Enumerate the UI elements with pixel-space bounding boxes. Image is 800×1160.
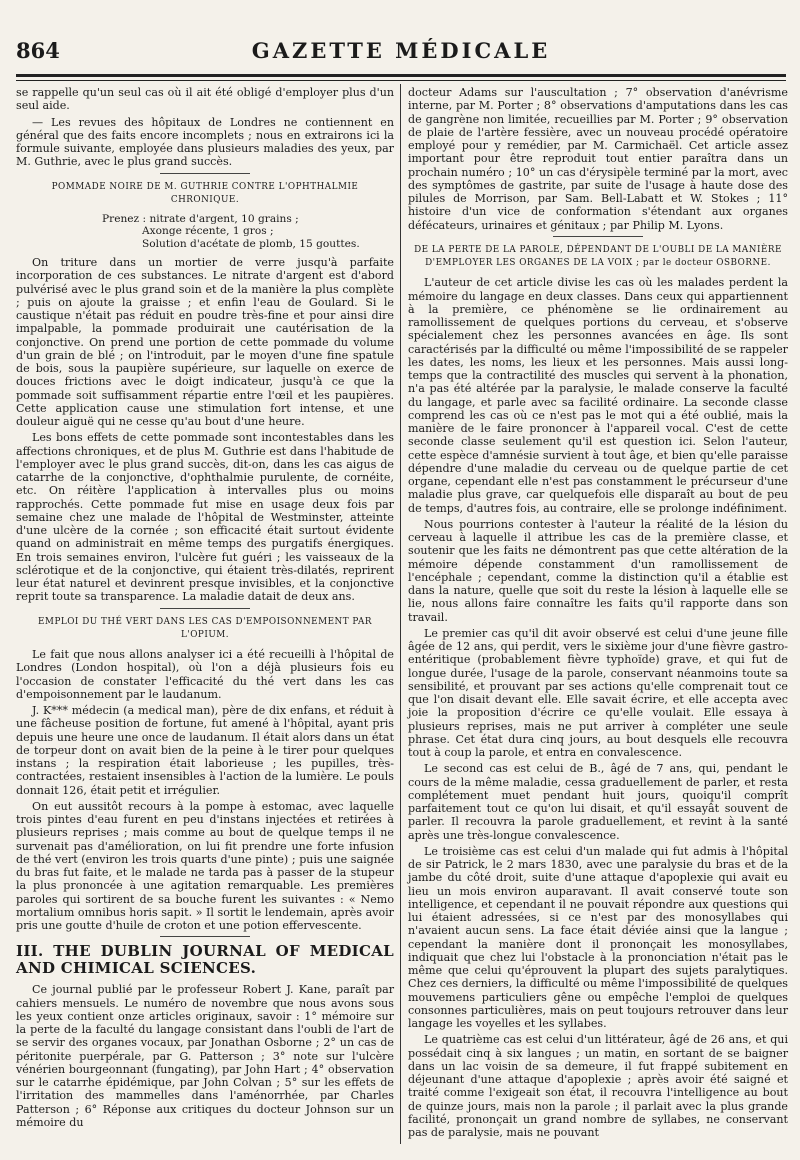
page-number: 864 [16,38,60,63]
paragraph: Le troisième cas est celui d'un malade qui fut admis à l'hôpital de sir Patrick, le 2 mars 1830, avec une paralysie du bras et de la jambe du côté droit, suite d'une attaque d'apoplexie qui avait eu lieu un mois environ auparavant. Il avait conservé toute son intelligence, et cependant il ne pouvait répondre aux questions qui lui étaient adressées, si ce n'est par des monosyllabes qui n'avaient aucun sens. La face était déviée ainsi que la langue ; cependant la manière dont il prononçait les monosyllabes, indiquait que chez lui l'obstacle à la prononciation n'était pas le même que celui qu'éprouvent la plupart des sujets paralytiques. Chez ces derniers, la difficulté ou même l'impossibilité de quelques mouvemens particuliers gêne ou empêche l'emploi de quelques consonnes particulières, mais on peut toujours retrouver dans leur langage les voyelles et les syllabes. [408,844,788,1030]
section-heading: POMMADE NOIRE DE M. GUTHRIE CONTRE L'OPHTHALMIE CHRONIQUE. [51,181,359,205]
prescription-line: Axonge récente, 1 gros ; [142,225,274,238]
paragraph: Le premier cas qu'il dit avoir observé est celui d'une jeune fille âgée de 12 ans, qui perdit, vers le sixième jour d'une fièvre gastro-entéritique (probablement fièvre typhoïde) grave, et qui fut de longue durée, l'usage de la parole, conservant néanmoins toute sa sensibilité, et prouvant par ses actions qu'elle comprenait tout ce que l'on disait devant elle. Elle savait écrire, et elle accepta avec joie la proposition d'écrire ce qu'elle voulait. Elle essaya à plusieurs reprises, mais ne put arriver à compléter une seule phrase. Cet état dura cinq jours, au bout desquels elle recouvra tout à coup la parole, et entra en convalescence. [408,626,788,759]
section-heading: EMPLOI DU THÉ VERT DANS LES CAS D'EMPOISONNEMENT PAR L'OPIUM. [38,616,372,640]
separator [160,173,250,174]
paragraph: se rappelle qu'un seul cas où il ait été obligé d'employer plus d'un seul aide. [16,86,394,113]
prescription-line: Prenez : nitrate d'argent, 10 grains ; [102,213,299,225]
paragraph: — Les revues des hôpitaux de Londres ne contiennent en général que des faits encore incomplets ; nous en extrairons ici la formule suivante, employée dans plusieurs maladies des yeux, par M. Guthrie, avec le plus grand succès. [16,115,394,169]
journal-section-heading: III. THE DUBLIN JOURNAL OF MEDICAL AND CHIMICAL SCIENCES. [16,942,394,978]
separator [160,936,250,937]
header-rule-thin [16,80,786,81]
paragraph: On triture dans un mortier de verre jusqu'à parfaite incorporation de ces substances. Le nitrate d'argent est d'abord pulvérisé avec le plus grand soin et de la manière la plus complète ; puis on ajoute la graisse ; et enfin l'eau de Goulard. Si le caustique n'était pas réduit en poudre très-fine et pour ainsi dire impalpable, la pommade produirait une cautérisation de la conjonctive. On prend une portion de cette pommade du volume d'un grain de blé ; on l'introduit, par le moyen d'une fine spatule de bois, sous la paupière supérieure, sur laquelle on exerce de douces frictions avec le doigt indicateur, jusqu'à ce que la pommade soit suffisamment répartie entre l'œil et les paupières. Cette application cause une stimulation fort intense, et une douleur aiguë qui ne cesse qu'au bout d'une heure. [16,256,394,429]
paragraph: L'auteur de cet article divise les cas où les malades perdent la mémoire du langage en deux classes. Dans ceux qui appartiennent à la première, ce phénomène se lie ordinairement au ramollissement de quelques portions du cerveau, et s'observe spécialement chez les personnes avancées en âge. Ils sont caractérisés par la difficulté ou même l'impossibilité de se rappeler les dates, les noms, les lieux et les personnes. Mais aussi long-temps que la contractilité des muscles qui servent à la phonation, n'a pas été altérée par la paralysie, le malade conserve la faculté du langage, et parle avec sa facilité ordinaire. La seconde classe comprend les cas où ce n'est pas le mot qui a été oublié, mais la manière de le faire prononcer à l'appareil vocal. C'est de cette seconde classe seulement qu'il est question ici. Selon l'auteur, cette espèce d'amnésie survient à tout âge, et bien qu'elle paraisse dépendre d'une maladie du cerveau ou de quelque partie de cet organe, cependant elle n'est pas constamment le précurseur d'une maladie plus grave, car quelquefois elle disparaît au bout de peu de temps, d'autres fois, au contraire, elle se prolonge indéfiniment. [408,276,788,515]
section-heading: DE LA PERTE DE LA PAROLE, DÉPENDANT DE L'OUBLI DE LA MANIÈRE D'EMPLOYER LES ORGANES DE LA VOIX ; par le docteur OSBORNE. [414,244,782,268]
paragraph: Ce journal publié par le professeur Robert J. Kane, paraît par cahiers mensuels. Le numéro de novembre que nous avons sous les yeux contient onze articles originaux, savoir : 1° mémoire sur la perte de la faculté du langage consistant dans l'oubli de l'art de se servir des organes vocaux, par Jonathan Osborne ; 2° un cas de péritonite puerpérale, par G. Patterson ; 3° note sur l'ulcère vénérien bourgeonnant (fungating), par John Hart ; 4° observation sur le catarrhe épidémique, par John Colvan ; 5° sur les effets de l'irritation des mammelles dans l'aménorrhée, par Charles Patterson ; 6° Réponse aux critiques du docteur Johnson sur un mémoire du [16,983,394,1129]
separator [160,608,250,609]
paragraph: J. K*** médecin (a medical man), père de dix enfans, et réduit à une fâcheuse position de fortune, fut amené à l'hôpital, ayant pris depuis une heure une once de laudanum. Il était alors dans un état de torpeur dont on avait bien de la peine à le tirer pour quelques instans ; la respiration était laborieuse ; les pupilles, très-contractées, restaient insensibles à l'action de la lumière. Le pouls donnait 126, était petit et irrégulier. [16,704,394,797]
paragraph: docteur Adams sur l'auscultation ; 7° observation d'anévrisme interne, par M. Porter ; 8° observations d'amputations dans les cas de gangrène non limitée, recueillies par M. Porter ; 9° observation de plaie de l'artère fessière, avec un nouveau procédé opératoire employé pour y remédier, par M. Carmichaël. Cet article assez important pour être reproduit tout entier paraîtra dans un prochain numéro ; 10° un cas d'érysipèle terminé par la mort, avec des symptômes de gastrite, par suite de l'usage à haute dose des pilules de Morrison, par Sam. Bell-Labatt et W. Stokes ; 11° histoire d'un vice de conformation s'étendant aux organes défécateurs, urinaires et génitaux ; par Philip M. Lyons. [408,86,788,232]
prescription [102,213,394,250]
paragraph: Le second cas est celui de B., âgé de 7 ans, qui, pendant le cours de la même maladie, cessa graduellement de parler, et resta complétement muet pendant huit jours, quoiqu'il comprît parfaitement tout ce qu'on lui disait, et qu'il essayât souvent de parler. Il recouvra la parole graduellement, et revint à la santé après une très-longue convalescence. [408,762,788,842]
paragraph: Le fait que nous allons analyser ici a été recueilli à l'hôpital de Londres (London hospital), où l'on a déjà plusieurs fois eu l'occasion de constater l'efficacité du thé vert dans les cas d'empoisonnement par le laudanum. [16,648,394,701]
paragraph: Nous pourrions contester à l'auteur la réalité de la lésion du cerveau à laquelle il attribue les cas de la première classe, et soutenir que les faits ne démontrent pas que cette altération de la mémoire dépende constamment d'un ramollissement de l'encéphale ; cependant, comme la distinction qu'il a établie est dans la nature, quelle que soit du reste la lésion à laquelle elle se lie, nous allons faire connaître les faits qu'il rapporte dans son travail. [408,517,788,624]
header-rule-thick [16,74,786,77]
right-column [408,86,788,1142]
paragraph: On eut aussitôt recours à la pompe à estomac, avec laquelle trois pintes d'eau furent en peu d'instans injectées et retirées à plusieurs reprises ; mais comme au bout de quelque temps il ne survenait pas d'amélioration, on lui fit prendre une forte infusion de thé vert (environ les trois quarts d'une pinte) ; puis une saignée du bras fut faite, et le malade ne tarda pas à passer de la stupeur la plus prononcée à une agitation remarquable. Les premières paroles qui sortirent de sa bouche furent les suivantes : « Nemo mortalium omnibus horis sapit. » Il sortit le lendemain, après avoir pris une goutte d'huile de croton et une potion effervescente. [16,799,394,933]
paragraph: Les bons effets de cette pommade sont incontestables dans les affections chroniques, et de plus M. Guthrie est dans l'habitude de l'employer avec le plus grand succès, dit-on, dans les cas aigus de catarrhe de la conjonctive, d'ophthalmie purulente, de cornéite, etc. On réitère l'application à intervalles plus ou moins rapprochés. Cette pommade fut mise en usage deux fois par semaine chez une malade de l'hôpital de Westminster, atteinte d'une ulcère de la cornée ; son efficacité était surtout évidente quand on administrait en même temps des purgatifs énergiques. En trois semaines environ, l'ulcère fut guéri ; les vaisseaux de la sclérotique et de la conjonctive, qui étaient très-dilatés, reprirent leur état naturel et devinrent presque invisibles, et la conjonctive reprit toute sa transparence. La maladie datait de deux ans. [16,431,394,604]
left-column [16,86,394,1132]
paragraph: Le quatrième cas est celui d'un littérateur, âgé de 26 ans, et qui possédait cinq à six langues ; un matin, en sortant de se baigner dans un lac voisin de sa demeure, il fut frappé subitement en déjeunant d'une attaque d'apoplexie ; après avoir été saigné et traité comme l'exigeait son état, il recouvra l'intelligence au bout de quinze jours, mais non la parole ; il parlait avec la plus grande facilité, prononçait un grand nombre de syllabes, ne conservant pas de paralysie, mais ne pouvant [408,1033,788,1139]
prescription-line: Solution d'acétate de plomb, 15 gouttes. [142,237,360,250]
journal-title: GAZETTE MÉDICALE [251,38,551,63]
column-divider [400,84,401,1144]
page-header [16,38,786,78]
separator [553,236,643,237]
